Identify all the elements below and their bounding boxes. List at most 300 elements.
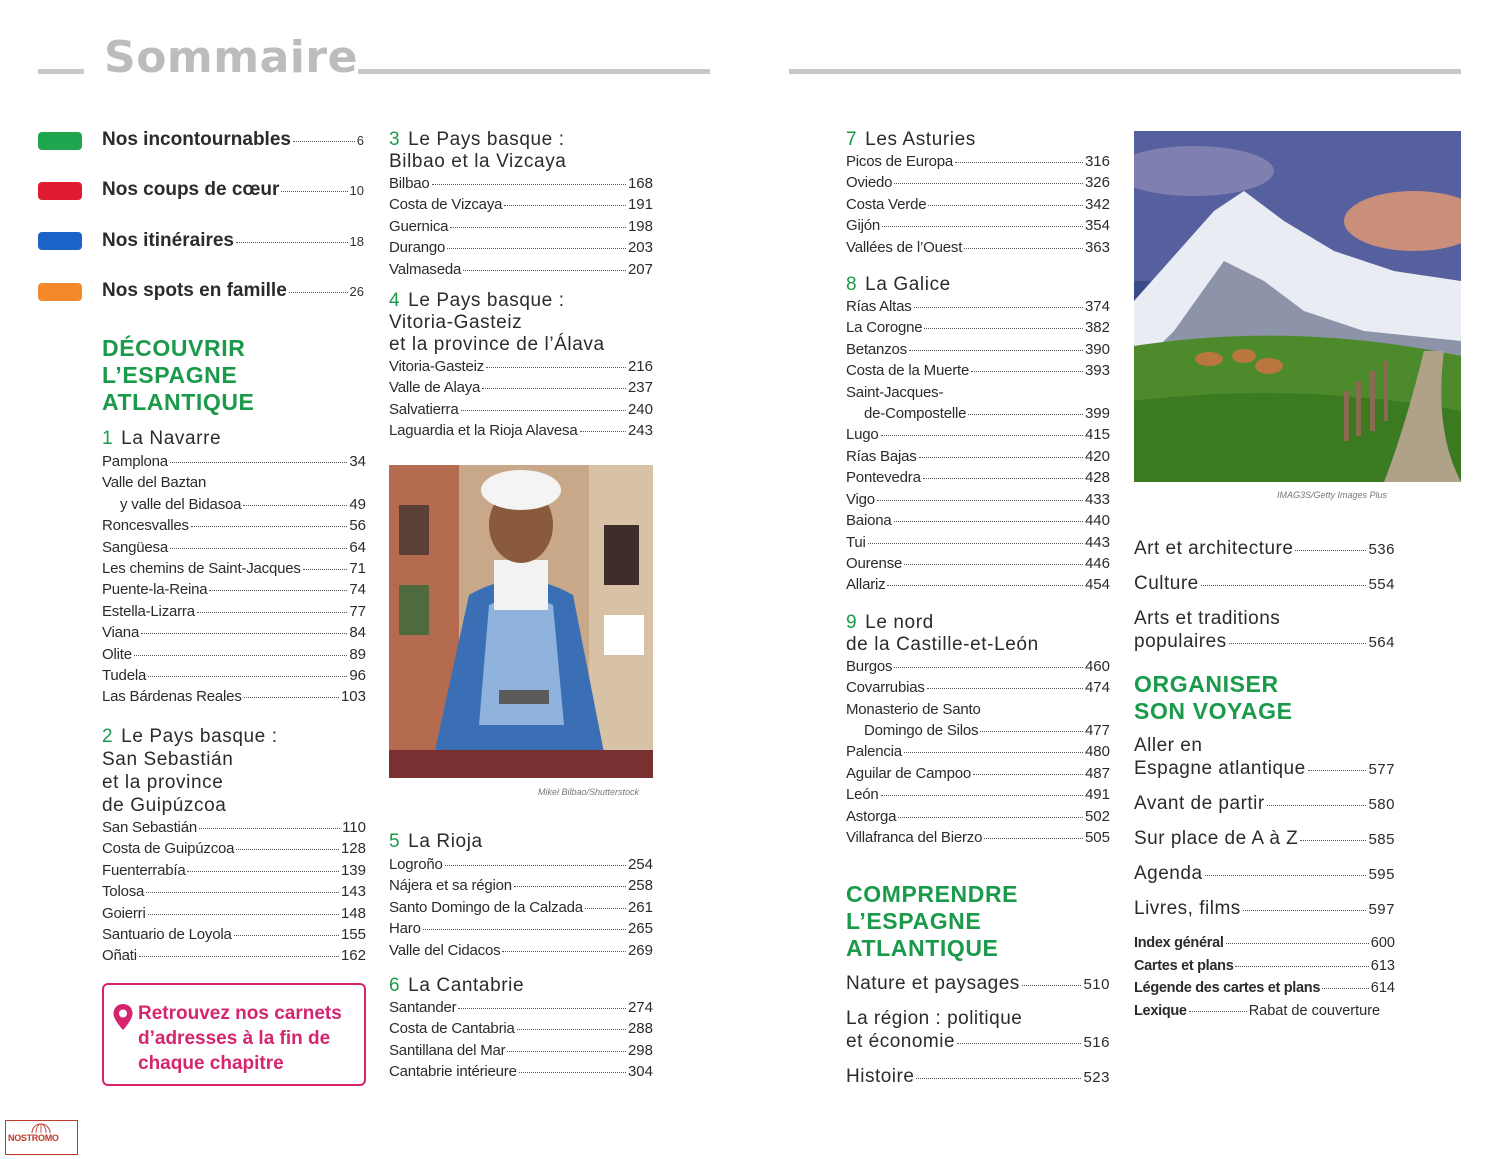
toc-entry[interactable] xyxy=(102,881,366,902)
leader-dots xyxy=(923,478,1083,479)
legend-label: Nos coups de cœur xyxy=(102,179,280,200)
chapter-3-entries xyxy=(389,173,653,280)
legend-item-itineraires[interactable] xyxy=(102,230,364,252)
leader-dots xyxy=(1235,966,1368,967)
header-rule-right xyxy=(789,69,1461,74)
entry-page: 143 xyxy=(340,883,366,901)
toc-entry[interactable]: Saint-Jacques- xyxy=(846,383,944,401)
entry-label: Las Bárdenas Reales xyxy=(102,688,242,706)
entry-label: Valle de Alaya xyxy=(389,379,481,397)
column-3-understand xyxy=(846,881,1110,1089)
entry-page: 198 xyxy=(627,217,653,235)
leader-dots xyxy=(916,1078,1081,1079)
toc-entry[interactable] xyxy=(846,1065,1110,1089)
entry-label: Burgos xyxy=(846,657,893,675)
section-heading-organize xyxy=(1134,671,1395,725)
chapter-heading-3[interactable] xyxy=(389,129,653,173)
toc-entry[interactable] xyxy=(846,574,1110,595)
toc-entry[interactable] xyxy=(846,194,1110,215)
entry-label: Laguardia et la Rioja Alavesa xyxy=(389,422,578,440)
toc-entry[interactable] xyxy=(846,360,1110,381)
leader-dots xyxy=(1201,585,1367,586)
toc-entry[interactable] xyxy=(1134,932,1395,955)
chapter-heading-6[interactable] xyxy=(389,975,653,997)
column-2-lower xyxy=(389,831,653,1083)
chapter-heading-5[interactable] xyxy=(389,831,653,853)
chapter-number: 9 xyxy=(846,611,858,633)
toc-entry[interactable] xyxy=(102,665,366,686)
leader-dots xyxy=(244,697,339,698)
entry-page: 390 xyxy=(1084,340,1110,358)
entry-page: 71 xyxy=(349,560,366,578)
entry-page: 203 xyxy=(627,239,653,257)
entry-page: 139 xyxy=(340,861,366,879)
leader-dots xyxy=(984,838,1083,839)
red-bullet-icon xyxy=(38,182,82,200)
entry-label: Rías Altas xyxy=(846,298,912,316)
toc-entry[interactable] xyxy=(389,1040,653,1061)
legend-item-spots-famille[interactable] xyxy=(102,280,364,302)
leader-dots xyxy=(877,500,1083,501)
photo-credit-giant: Mikel Bilbao/Shutterstock xyxy=(538,787,640,797)
entry-page: 304 xyxy=(627,1063,653,1081)
entry-label: Rías Bajas xyxy=(846,447,917,465)
legend-item-incontournables[interactable] xyxy=(102,129,364,151)
leader-dots xyxy=(957,1043,1081,1044)
toc-entry[interactable] xyxy=(846,296,1110,317)
entry-label: Bilbao xyxy=(389,175,430,192)
section-heading-discover xyxy=(102,335,366,416)
entry-page: 580 xyxy=(1368,796,1395,813)
toc-entry[interactable] xyxy=(846,317,1110,338)
chapter-9-entries xyxy=(846,656,1110,849)
leader-dots xyxy=(928,205,1083,206)
entry-label: Vigo xyxy=(846,490,875,508)
chapter-title: La Navarre xyxy=(121,428,222,449)
toc-entry[interactable] xyxy=(846,151,1110,172)
leader-dots xyxy=(1243,910,1367,911)
toc-entry[interactable] xyxy=(846,489,1110,510)
toc-entry[interactable] xyxy=(846,403,1110,424)
toc-entry[interactable] xyxy=(846,553,1110,574)
leader-dots xyxy=(486,367,626,368)
toc-entry[interactable] xyxy=(102,903,366,924)
toc-entry[interactable] xyxy=(1134,955,1395,978)
entry-page: 597 xyxy=(1368,901,1395,918)
entry-label: Estella-Lizarra xyxy=(102,602,195,620)
entry-page: 207 xyxy=(627,260,653,278)
entry-label: Aller en xyxy=(1134,735,1203,756)
leader-dots xyxy=(517,1029,626,1030)
leader-dots xyxy=(1322,988,1369,989)
entry-label: de-Compostelle xyxy=(864,405,967,423)
leader-dots xyxy=(887,585,1083,586)
toc-entry[interactable] xyxy=(102,622,366,643)
toc-entry[interactable] xyxy=(389,420,653,441)
toc-entry[interactable] xyxy=(389,997,653,1018)
entry-page: 342 xyxy=(1084,195,1110,213)
entry-label: Aguilar de Campoo xyxy=(846,764,972,782)
toc-entry[interactable] xyxy=(846,656,1110,677)
entry-page: 89 xyxy=(349,645,366,663)
chapter-number: 5 xyxy=(389,831,401,852)
entry-label: Durango xyxy=(389,239,446,257)
entry-label: Avant de partir xyxy=(1134,793,1265,814)
entry-page: 420 xyxy=(1084,447,1110,465)
toc-entry[interactable] xyxy=(389,897,653,918)
entry-page: 433 xyxy=(1084,490,1110,508)
entry-page: 103 xyxy=(340,688,366,706)
chapter-2-entries xyxy=(102,817,366,967)
index-list xyxy=(1134,932,1395,1022)
chapter-number: 4 xyxy=(389,290,401,312)
entry-label: Viana xyxy=(102,624,140,642)
toc-entry[interactable] xyxy=(389,875,653,896)
entry-label: Ourense xyxy=(846,554,903,572)
leader-dots xyxy=(146,892,339,893)
nostromo-logo xyxy=(5,1120,78,1155)
chapter-title: La Galice xyxy=(865,274,951,296)
toc-entry[interactable] xyxy=(1134,607,1395,654)
leader-dots xyxy=(881,435,1083,436)
entry-label: León xyxy=(846,786,879,804)
entry-page: 316 xyxy=(1084,153,1110,170)
entry-label: Haro xyxy=(389,920,421,938)
entry-page: 585 xyxy=(1368,831,1395,848)
toc-entry[interactable] xyxy=(102,817,366,838)
logo-text: NOSTROMO xyxy=(8,1133,59,1143)
heading-line: ORGANISER xyxy=(1134,671,1279,697)
toc-entry[interactable] xyxy=(389,237,653,258)
toc-entry[interactable] xyxy=(102,494,366,515)
entry-page: 216 xyxy=(627,358,653,376)
chapter-heading-1[interactable] xyxy=(102,428,366,450)
toc-entry[interactable] xyxy=(1134,572,1395,596)
toc-entry[interactable] xyxy=(102,945,366,966)
toc-entry[interactable] xyxy=(846,339,1110,360)
entry-label: Livres, films xyxy=(1134,898,1241,919)
entry-label: y valle del Bidasoa xyxy=(120,495,242,513)
leader-dots xyxy=(1300,840,1366,841)
entry-page: 477 xyxy=(1084,721,1110,739)
heading-line: DÉCOUVRIR xyxy=(102,335,246,361)
entry-page: 374 xyxy=(1084,298,1110,316)
toc-entry[interactable] xyxy=(389,918,653,939)
toc-entry[interactable] xyxy=(389,399,653,420)
entry-label: Cantabrie intérieure xyxy=(389,1063,517,1081)
leader-dots xyxy=(968,414,1083,415)
entry-page: 399 xyxy=(1084,405,1110,423)
chapter-number: 2 xyxy=(102,725,114,747)
entry-label: Costa de Guipúzcoa xyxy=(102,840,235,858)
entry-page: 269 xyxy=(627,941,653,959)
toc-entry[interactable] xyxy=(102,924,366,945)
toc-entry[interactable] xyxy=(102,515,366,536)
toc-entry[interactable] xyxy=(846,806,1110,827)
toc-entry[interactable] xyxy=(846,763,1110,784)
entry-label: Lexique xyxy=(1134,1002,1187,1019)
photo-credit-mountain: IMAG3S/Getty Images Plus xyxy=(1277,490,1388,500)
leader-dots xyxy=(507,1051,626,1052)
entry-label: Espagne atlantique xyxy=(1134,758,1306,779)
chapter-number: 7 xyxy=(846,129,858,150)
leader-dots xyxy=(964,248,1083,249)
leader-dots xyxy=(504,205,626,206)
leader-dots xyxy=(894,667,1083,668)
entry-page: 84 xyxy=(349,624,366,642)
entry-page: 128 xyxy=(340,840,366,858)
toc-entry[interactable] xyxy=(102,451,366,472)
toc-entry[interactable] xyxy=(102,558,366,579)
entry-label: Costa Verde xyxy=(846,195,927,213)
entry-page: 440 xyxy=(1084,512,1110,530)
heading-line: COMPRENDRE xyxy=(846,881,1019,907)
toc-entry[interactable] xyxy=(389,377,653,398)
chapter-title: Vitoria-Gasteiz xyxy=(389,312,523,334)
toc-entry[interactable] xyxy=(846,172,1110,193)
entry-page: 49 xyxy=(349,495,366,513)
entry-page: 454 xyxy=(1084,576,1110,594)
entry-page: 155 xyxy=(340,925,366,943)
chapter-heading-4[interactable] xyxy=(389,290,653,356)
entry-label: Allariz xyxy=(846,576,886,594)
toc-entry[interactable] xyxy=(846,972,1110,996)
toc-entry[interactable] xyxy=(102,537,366,558)
entry-label: Index général xyxy=(1134,935,1224,951)
toc-entry[interactable] xyxy=(1134,537,1395,561)
toc-entry[interactable] xyxy=(846,677,1110,698)
leader-dots xyxy=(973,774,1083,775)
entry-label: Oviedo xyxy=(846,174,893,192)
entry-label: Tudela xyxy=(102,667,147,685)
toc-entry[interactable] xyxy=(846,510,1110,531)
toc-entry[interactable] xyxy=(102,601,366,622)
toc-entry[interactable] xyxy=(389,173,653,194)
toc-entry[interactable] xyxy=(846,532,1110,553)
entry-page: 254 xyxy=(627,856,653,873)
toc-entry[interactable] xyxy=(102,644,366,665)
entry-label: Nájera et sa région xyxy=(389,877,512,895)
chapter-title: Le nord xyxy=(865,611,934,633)
entry-page: 487 xyxy=(1084,764,1110,782)
toc-entry[interactable] xyxy=(1134,734,1395,781)
chapter-heading-7[interactable] xyxy=(846,129,1110,151)
leader-dots xyxy=(303,569,348,570)
entry-label: Agenda xyxy=(1134,863,1203,884)
entry-page: 168 xyxy=(627,175,653,192)
toc-entry[interactable] xyxy=(102,860,366,881)
toc-entry[interactable] xyxy=(846,827,1110,848)
toc-entry[interactable]: Valle del Baztan xyxy=(102,474,207,492)
column-1 xyxy=(102,335,366,967)
entry-page: 148 xyxy=(340,904,366,922)
entry-label: Covarrubias xyxy=(846,679,925,697)
toc-entry[interactable] xyxy=(389,940,653,961)
leader-dots xyxy=(919,457,1083,458)
leader-dots xyxy=(924,328,1083,329)
leader-dots xyxy=(461,410,626,411)
leader-dots xyxy=(514,886,626,887)
leader-dots xyxy=(980,731,1083,732)
orange-bullet-icon xyxy=(38,283,82,301)
entry-label: Palencia xyxy=(846,743,902,761)
toc-entry[interactable] xyxy=(1134,897,1395,921)
leader-dots xyxy=(209,590,347,591)
entry-page: 34 xyxy=(349,453,366,470)
entry-label: Puente-la-Reina xyxy=(102,581,208,599)
leader-dots xyxy=(909,350,1083,351)
address-callout[interactable] xyxy=(102,983,366,1086)
toc-entry[interactable] xyxy=(102,579,366,600)
entry-page: 415 xyxy=(1084,426,1110,444)
entry-page: 326 xyxy=(1084,174,1110,192)
entry-label: et économie xyxy=(846,1031,956,1052)
column-4 xyxy=(1134,537,1395,1022)
heading-line: L’ESPAGNE xyxy=(102,362,238,388)
chapter-heading-9[interactable] xyxy=(846,612,1110,656)
toc-entry[interactable] xyxy=(846,741,1110,762)
entry-label: Costa de Cantabria xyxy=(389,1020,515,1038)
entry-label: Santuario de Loyola xyxy=(102,925,232,943)
chapter-title: et la province de l’Álava xyxy=(389,334,605,356)
entry-page: 577 xyxy=(1368,761,1395,778)
leader-dots xyxy=(1022,985,1082,986)
entry-page: 443 xyxy=(1084,533,1110,551)
chapter-title: San Sebastián xyxy=(102,748,234,770)
entry-label: Guernica xyxy=(389,217,449,235)
toc-entry[interactable] xyxy=(102,838,366,859)
legend-page: 10 xyxy=(349,183,364,198)
toc-entry[interactable] xyxy=(389,259,653,280)
entry-page: 595 xyxy=(1368,866,1395,883)
giant-figure-photo xyxy=(389,465,653,778)
entry-label: Fuenterrabía xyxy=(102,861,186,879)
entry-label: Costa de la Muerte xyxy=(846,362,970,380)
toc-entry[interactable] xyxy=(389,216,653,237)
leader-dots xyxy=(971,371,1083,372)
toc-entry[interactable] xyxy=(102,686,366,707)
toc-entry[interactable] xyxy=(1134,1000,1395,1023)
entry-label: Baiona xyxy=(846,512,892,530)
entry-label: Santo Domingo de la Calzada xyxy=(389,898,583,916)
entry-label: Pamplona xyxy=(102,453,168,470)
entry-label: Cartes et plans xyxy=(1134,957,1234,974)
toc-entry[interactable] xyxy=(846,237,1110,258)
entry-label: Tui xyxy=(846,533,866,551)
entry-page: 110 xyxy=(342,818,366,836)
heading-line: L’ESPAGNE xyxy=(846,908,982,934)
toc-entry[interactable] xyxy=(1134,977,1395,1000)
toc-entry[interactable] xyxy=(389,194,653,215)
entry-label: Vitoria-Gasteiz xyxy=(389,358,485,376)
toc-entry[interactable] xyxy=(846,446,1110,467)
toc-entry[interactable] xyxy=(1134,862,1395,886)
entry-label: Costa de Vizcaya xyxy=(389,196,503,214)
section-heading-understand xyxy=(846,881,1110,962)
chapter-title: Bilbao et la Vizcaya xyxy=(389,151,567,172)
toc-entry[interactable] xyxy=(846,720,1110,741)
mountain-landscape-photo xyxy=(1134,131,1461,482)
toc-entry[interactable] xyxy=(389,854,653,875)
leader-dots xyxy=(927,688,1083,689)
leader-dots xyxy=(882,226,1083,227)
leader-dots xyxy=(894,183,1083,184)
leader-dots xyxy=(293,141,355,142)
leader-dots xyxy=(234,935,339,936)
chapter-heading-8[interactable] xyxy=(846,274,1110,296)
toc-entry[interactable] xyxy=(1134,827,1395,851)
toc-entry[interactable] xyxy=(1134,792,1395,816)
toc-entry[interactable]: Monasterio de Santo xyxy=(846,700,981,718)
leader-dots xyxy=(191,526,348,527)
leader-dots xyxy=(1189,1011,1247,1012)
leader-dots xyxy=(134,655,347,656)
legend-page: 26 xyxy=(349,284,364,299)
toc-entry[interactable] xyxy=(846,215,1110,236)
chapter-heading-2[interactable] xyxy=(102,725,366,817)
entry-page: 354 xyxy=(1084,217,1110,235)
toc-entry[interactable] xyxy=(389,356,653,377)
entry-label: Sur place de A à Z xyxy=(1134,828,1299,849)
chapter-number: 6 xyxy=(389,975,401,997)
toc-entry[interactable] xyxy=(846,784,1110,805)
entry-label: Roncesvalles xyxy=(102,517,189,535)
entry-label: La Corogne xyxy=(846,319,923,337)
chapter-6-entries xyxy=(389,997,653,1083)
entry-label: Pontevedra xyxy=(846,469,921,487)
location-pin-icon xyxy=(112,1003,134,1031)
leader-dots xyxy=(236,849,339,850)
chapter-title: La Cantabrie xyxy=(408,975,525,997)
leader-dots xyxy=(580,431,626,432)
legend-item-coups-de-coeur[interactable] xyxy=(102,179,364,201)
entry-page: 516 xyxy=(1083,1034,1110,1051)
heading-line: ATLANTIQUE xyxy=(846,935,999,961)
toc-entry[interactable] xyxy=(846,424,1110,445)
leader-dots xyxy=(148,914,339,915)
header-rule-left xyxy=(38,69,84,74)
toc-entry[interactable] xyxy=(846,1007,1110,1054)
entry-label: Les chemins de Saint-Jacques xyxy=(102,560,301,578)
chapter-title: Le Pays basque : xyxy=(408,129,565,150)
leader-dots xyxy=(423,929,626,930)
chapter-title: Le Pays basque : xyxy=(121,725,278,747)
entry-page: 261 xyxy=(627,898,653,916)
toc-entry[interactable] xyxy=(389,1061,653,1082)
entry-label: Tolosa xyxy=(102,883,145,901)
entry-page: 77 xyxy=(349,602,366,620)
leader-dots xyxy=(519,1072,626,1073)
toc-entry[interactable] xyxy=(389,1018,653,1039)
chapter-7-entries xyxy=(846,151,1110,258)
legend-label: Nos spots en famille xyxy=(102,280,287,301)
callout-text: Retrouvez nos carnets d’adresses à la fin de chaque chapitre xyxy=(138,1003,342,1074)
entry-label: Picos de Europa xyxy=(846,153,954,170)
entry-page: 96 xyxy=(349,667,366,685)
entry-page: 510 xyxy=(1083,976,1110,993)
entry-label: Sangüesa xyxy=(102,538,168,556)
leader-dots xyxy=(1295,550,1366,551)
entry-label: Betanzos xyxy=(846,340,907,358)
leader-dots xyxy=(432,184,626,185)
leader-dots xyxy=(482,388,626,389)
leader-dots xyxy=(445,865,626,866)
leader-dots xyxy=(243,505,347,506)
entry-page: 536 xyxy=(1368,541,1395,558)
entry-page: 258 xyxy=(627,877,653,895)
leader-dots xyxy=(585,908,626,909)
toc-entry[interactable] xyxy=(846,467,1110,488)
